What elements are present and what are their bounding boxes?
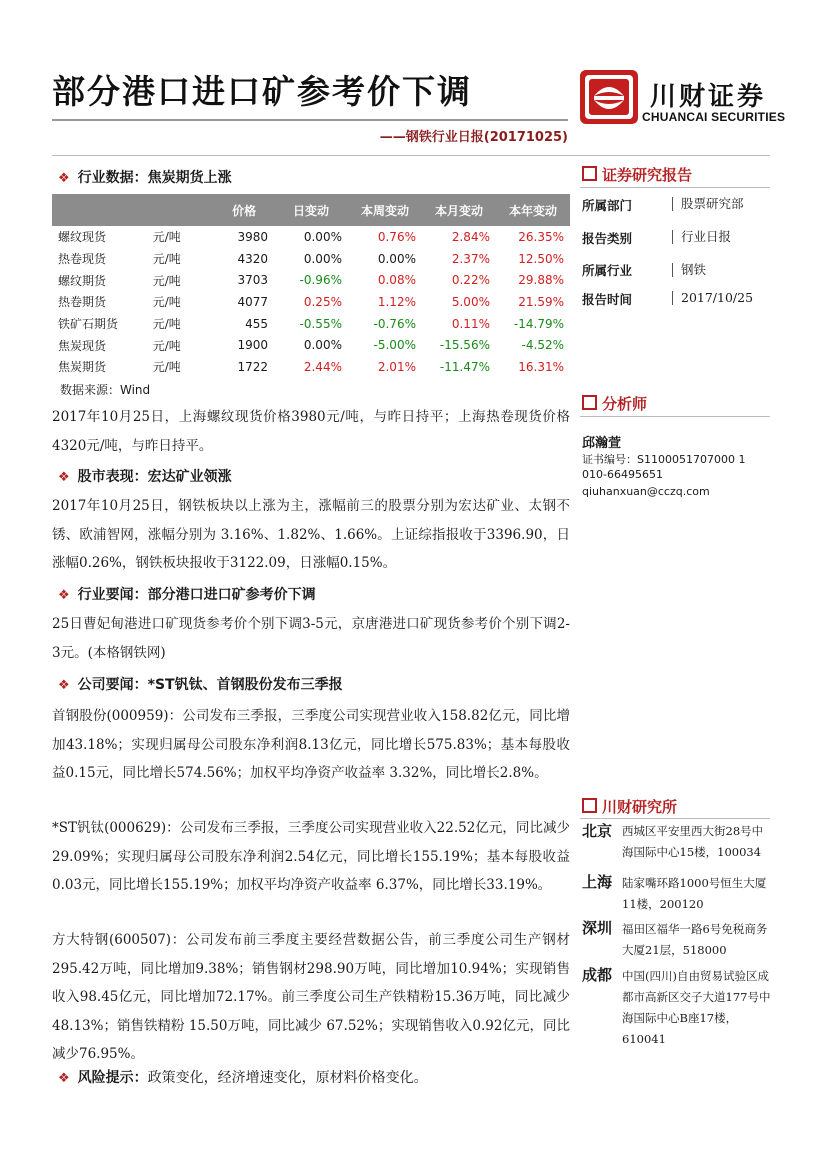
info-value-industry: 钢铁 <box>672 263 706 277</box>
cell-unit: 元/吨 <box>152 252 181 267</box>
section-title: 宏达矿业领涨 <box>147 469 232 485</box>
info-value-date: 2017/10/25 <box>672 291 753 305</box>
diamond-bullet-icon: ❖ <box>58 1071 70 1086</box>
sidebar-divider <box>580 187 770 188</box>
diamond-bullet-icon: ❖ <box>58 588 70 603</box>
cell-unit: 元/吨 <box>152 230 181 245</box>
stock-paragraph: 2017年10月25日，钢铁板块以上涨为主，涨幅前三的股票分别为宏达矿业、太钢不锈、欧浦智网，涨幅分别为 3.16%、1.82%、1.66%。上证综指报收于3396.90，日涨幅0.26%，钢铁板块报收于3122.09，日涨幅0.15%。 <box>52 498 570 571</box>
diamond-bullet-icon: ❖ <box>58 678 70 693</box>
cell-day-change: 0.25% <box>303 294 342 309</box>
table-row <box>52 291 570 313</box>
cell-year-change: 26.35% <box>518 229 564 244</box>
cell-month-change: 0.11% <box>451 316 490 331</box>
section-company-news <box>58 674 343 694</box>
cell-price: 3703 <box>237 273 268 288</box>
risk-text: 政策变化，经济增速变化，原材料价格变化。 <box>147 1070 428 1086</box>
info-label-department: 所属部门 <box>582 198 633 213</box>
company-paragraph-fangda: 方大特钢(600507)：公司发布前三季度主要经营数据公告，前三季度公司生产钢材295.42万吨，同比增加9.38%；销售钢材298.90万吨，同比增加10.94%；实现销售收入98.45亿元，同比增加72.17%。前三季度公司生产铁精粉15.36万吨，同比减少48.13%；销售铁精粉 15.50万吨，同比减少 67.52%；实现销售收入0.92亿元，同比减少76.95%。 <box>52 932 570 1062</box>
cell-month-change: 0.22% <box>451 273 490 288</box>
section-risk <box>58 1067 428 1087</box>
cell-name: 热卷期货 <box>58 295 107 310</box>
table-header-cell: 价格 <box>214 194 274 226</box>
office-city-chengdu: 成都 <box>582 966 613 984</box>
cell-week-change: -5.00% <box>373 338 416 353</box>
cell-week-change: 0.00% <box>377 251 416 266</box>
cell-price: 1900 <box>237 338 268 353</box>
cell-day-change: 0.00% <box>303 338 342 353</box>
title-divider <box>52 119 568 121</box>
table-source: 数据来源：Wind <box>60 383 151 397</box>
office-city-shenzhen: 深圳 <box>582 919 613 937</box>
header-divider <box>52 155 770 156</box>
sidebar-institute-heading <box>582 796 677 817</box>
page-title: 部分港口进口矿参考价下调 <box>52 72 472 111</box>
sidebar-heading-text: 川财研究所 <box>602 798 678 816</box>
section-industry-data <box>58 167 232 187</box>
diamond-bullet-icon: ❖ <box>58 470 70 485</box>
cell-day-change: 0.00% <box>303 229 342 244</box>
cell-day-change: -0.55% <box>299 316 342 331</box>
sidebar-divider <box>580 818 770 819</box>
company-paragraph-st-fantai: *ST钒钛(000629)：公司发布三季报，三季度公司实现营业收入22.52亿元，同比减少29.09%；实现归属母公司股东净利润2.54亿元，同比增长155.19%；基本每股收益0.03元，同比增长155.19%；加权平均净资产收益率 6.37%，同比增长33.19%。 <box>52 820 570 893</box>
sidebar-analyst-heading <box>582 393 647 414</box>
table-row <box>52 269 570 291</box>
cell-week-change: 0.76% <box>377 229 416 244</box>
office-address-beijing: 西城区平安里西大街28号中海国际中心15楼，100034 <box>622 824 764 859</box>
company-paragraph-shougang: 首钢股份(000959)：公司发布三季报，三季度公司实现营业收入158.82亿元，同比增加43.18%；实现归属母公司股东净利润8.13亿元，同比增长575.83%；基本每股收益0.15元，同比增长574.56%；加权平均净资产收益率 3.32%，同比增长2.8%。 <box>52 708 570 781</box>
brand-name-cn: 川财证券 <box>650 82 767 112</box>
analyst-email[interactable]: qiuhanxuan@cczq.com <box>582 485 710 498</box>
brand-name-en: CHUANCAI SECURITIES <box>642 110 786 124</box>
office-address-chengdu: 中国(四川)自由贸易试验区成都市高新区交子大道177号中海国际中心B座17楼，610041 <box>622 969 771 1046</box>
table-header-row <box>52 194 570 226</box>
cell-name: 热卷现货 <box>58 252 107 267</box>
table-header-cell <box>153 194 215 226</box>
sidebar-divider <box>580 416 770 417</box>
cell-name: 焦炭现货 <box>58 338 107 353</box>
table-header-cell: 本年变动 <box>496 194 570 226</box>
cell-unit: 元/吨 <box>152 295 181 310</box>
report-subtitle: ——钢铁行业日报(20171025) <box>379 130 568 145</box>
cell-unit: 元/吨 <box>152 360 181 375</box>
section-title: *ST钒钛、首钢股份发布三季报 <box>147 677 343 693</box>
cell-year-change: 21.59% <box>518 294 564 309</box>
cell-week-change: -0.76% <box>373 316 416 331</box>
section-stock-performance <box>58 466 232 486</box>
info-value-department: 股票研究部 <box>672 197 744 211</box>
table-row <box>52 334 570 356</box>
section-title: 焦炭期货上涨 <box>147 170 232 186</box>
price-table <box>52 194 570 378</box>
table-header-cell: 日变动 <box>274 194 348 226</box>
cell-month-change: 5.00% <box>451 294 490 309</box>
section-label: 行业要闻： <box>77 587 148 603</box>
cell-day-change: 2.44% <box>303 359 342 374</box>
sidebar-heading-text: 分析师 <box>602 395 648 413</box>
section-label: 风险提示： <box>77 1070 148 1086</box>
table-row <box>52 313 570 335</box>
cell-month-change: -11.47% <box>439 359 490 374</box>
cell-day-change: -0.96% <box>299 273 342 288</box>
info-label-date: 报告时间 <box>582 292 633 307</box>
square-bullet-icon <box>582 166 597 181</box>
table-row <box>52 248 570 270</box>
cell-month-change: -15.56% <box>439 338 490 353</box>
cell-name: 铁矿石期货 <box>58 317 119 332</box>
cell-month-change: 2.37% <box>451 251 490 266</box>
office-address-shenzhen: 福田区福华一路6号免税商务大厦21层，518000 <box>622 922 768 957</box>
cell-week-change: 1.12% <box>377 294 416 309</box>
price-summary-paragraph: 2017年10月25日，上海螺纹现货价格3980元/吨，与昨日持平；上海热卷现货价格4320元/吨，与昨日持平。 <box>52 409 570 454</box>
cell-year-change: 16.31% <box>518 359 564 374</box>
cell-price: 3980 <box>237 229 268 244</box>
cell-name: 焦炭期货 <box>58 360 107 375</box>
cell-year-change: -14.79% <box>513 316 564 331</box>
office-city-beijing: 北京 <box>582 822 613 840</box>
cell-price: 1722 <box>237 359 268 374</box>
cell-year-change: 29.88% <box>518 273 564 288</box>
analyst-cert: 证书编号：S1100051707000 1 <box>582 453 746 466</box>
cell-month-change: 2.84% <box>451 229 490 244</box>
section-label: 公司要闻： <box>77 677 148 693</box>
sidebar-report-heading <box>582 164 692 185</box>
news-paragraph: 25日曹妃甸港进口矿现货参考价个别下调3-5元，京唐港进口矿现货参考价个别下调2-3元。(本格钢铁网) <box>52 616 570 661</box>
cell-day-change: 0.00% <box>303 251 342 266</box>
sidebar-heading-text: 证券研究报告 <box>602 166 693 184</box>
cell-name: 螺纹期货 <box>58 273 107 288</box>
section-label: 行业数据： <box>77 170 148 186</box>
cell-name: 螺纹现货 <box>58 230 107 245</box>
square-bullet-icon <box>582 798 597 813</box>
office-address-shanghai: 陆家嘴环路1000号恒生大厦11楼，200120 <box>622 876 767 911</box>
chuancai-logo-icon <box>580 70 638 124</box>
office-city-shanghai: 上海 <box>582 873 613 891</box>
cell-week-change: 2.01% <box>377 359 416 374</box>
info-value-category: 行业日报 <box>672 230 731 244</box>
section-label: 股市表现： <box>77 469 148 485</box>
info-label-industry: 所属行业 <box>582 263 633 278</box>
section-title: 部分港口进口矿参考价下调 <box>147 587 316 603</box>
info-label-category: 报告类别 <box>582 231 633 246</box>
table-header-cell <box>52 194 153 226</box>
square-bullet-icon <box>582 395 597 410</box>
analyst-phone: 010-66495651 <box>582 468 663 481</box>
table-header-cell: 本月变动 <box>422 194 496 226</box>
cell-unit: 元/吨 <box>152 338 181 353</box>
cell-week-change: 0.08% <box>377 273 416 288</box>
cell-year-change: -4.52% <box>521 338 564 353</box>
cell-unit: 元/吨 <box>152 273 181 288</box>
analyst-name: 邱瀚萱 <box>582 436 622 451</box>
diamond-bullet-icon: ❖ <box>58 171 70 186</box>
cell-price: 455 <box>245 316 268 331</box>
section-industry-news <box>58 584 316 604</box>
cell-price: 4077 <box>237 294 268 309</box>
table-header-cell: 本周变动 <box>348 194 422 226</box>
table-row <box>52 226 570 248</box>
cell-year-change: 12.50% <box>518 251 564 266</box>
cell-unit: 元/吨 <box>152 317 181 332</box>
table-row <box>52 356 570 378</box>
cell-price: 4320 <box>237 251 268 266</box>
